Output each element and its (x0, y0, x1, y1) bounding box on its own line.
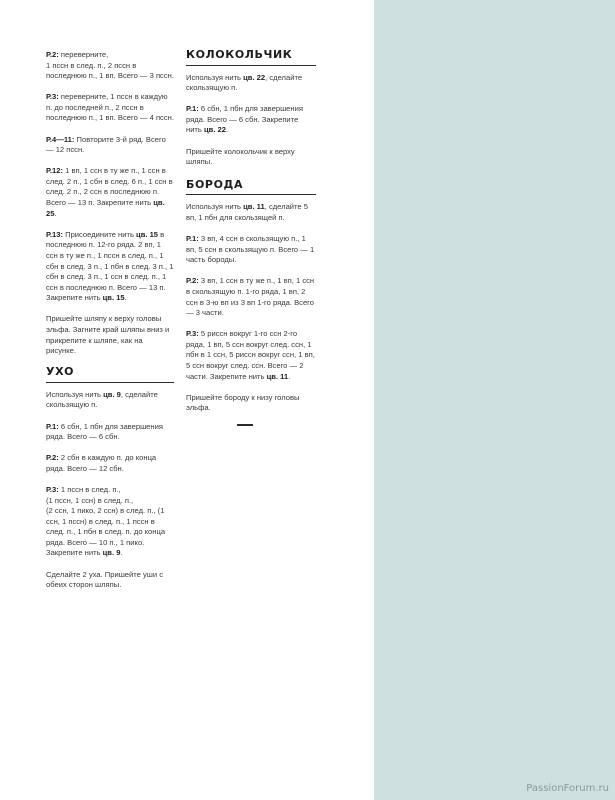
row-13-paragraph: Р.13: Присоедините нить цв. 15 в последнюю п. 12-го ряда. 2 вп, 1 ссн в ту же п., 1 пссн в след. п., 1 сбн в след. 3 п., 1 пбн в след. 3 п., 1 сбн в след. 3 п., 1 ссн в след. п., 1 ссн в последнюю п. Всего — 13 п. Закрепите нить цв. 15. (46, 229, 174, 303)
row-2-paragraph: Р.2: переверните, 1 пссн в след. п., 2 пссн в последнюю п., 1 вп. Всего — 3 пссн. (46, 50, 174, 81)
ear-intro: Используя нить цв. 9, сделайте скользящую п. (46, 389, 158, 410)
side-panel (374, 0, 615, 800)
hat-sewing-paragraph: Пришейте шляпу к верху головы эльфа. Загните край шляпы вниз и прикрепите к шляпе, как на рисунке. (46, 314, 170, 356)
right-column (186, 50, 316, 426)
row-3-paragraph: Р.3: переверните, 1 пссн в каждую п. до последней п., 2 пссн в последнюю п., 1 вп. Всего — 4 пссн. (46, 92, 174, 123)
ear-row-2: Р.2: 2 сбн в каждую п. до конца ряда. Всего — 12 сбн. (46, 453, 157, 473)
beard-row-2: Р.2: 3 вп, 1 ссн в ту же п., 1 вп, 1 ссн в скользящую п. 1-го ряда, 1 вп, 2 ссн в 3-ю вп из 3 вп 1-го ряда. Всего — 3 части. (186, 276, 315, 318)
beard-row-3: Р.3: 5 риссн вокруг 1-го ссн 2-го ряда, 1 вп, 5 ссн вокруг след. ссн, 1 пбн в 1 ссн, 5 риссн вокруг ссн, 1 вп, 5 ссн вокруг след. ссн. Всего — 2 части. Закрепите нить цв. 11. (186, 329, 315, 381)
ear-outro: Сделайте 2 уха. Пришейте уши с обеих сторон шляпы. (46, 569, 164, 590)
section-end-mark (237, 424, 253, 426)
bell-row-1: Р.1: 6 сбн, 1 пбн для завершения ряда. Всего — 6 сбн. Закрепите нить цв. 22. (186, 104, 303, 135)
bell-intro: Используя нить цв. 22, сделайте скользящую п. (186, 72, 303, 93)
ear-heading: УХО (46, 367, 174, 383)
watermark: PassionForum.ru (526, 783, 609, 794)
row-12-paragraph: Р.12: 1 вп, 1 ссн в ту же п., 1 ссн в след. 2 п., 1 сбн в след. 6 п., 1 ссн в след. 2 п., 2 ссн в последнюю п. Всего — 13 п. Закрепите нить цв. 25. (46, 166, 173, 218)
beard-heading: БОРОДА (186, 180, 316, 196)
beard-intro: Используя нить цв. 11, сделайте 5 вп, 1 пбн для скользящей п. (186, 202, 308, 222)
ear-row-3: Р.3: 1 пссн в след. п., (1 пссн, 1 ссн) в след. п., (2 ссн, 1 пико, 2 ссн) в след. п., (1 ссн, 1 пссн) в след. п., 1 пссн в след. п., 1 пбн в след. п. до конца ряда. Всего — 10 п., 1 пико. Закрепите нить цв. 9. (46, 484, 166, 558)
beard-row-1: Р.1: 3 вп, 4 ссн в скользящую п., 1 вп, 5 ссн в скользящую п. Всего — 1 часть бороды. (186, 234, 315, 265)
bell-heading: КОЛОКОЛЬЧИК (186, 50, 316, 66)
beard-outro: Пришейте бороду к низу головы эльфа. (186, 392, 300, 413)
ear-row-1: Р.1: 6 сбн, 1 пбн для завершения ряда. Всего — 6 сбн. (46, 421, 163, 442)
row-4-11-paragraph: Р.4—11: Повторите 3-й ряд. Всего — 12 пссн. (46, 134, 166, 155)
left-column (46, 50, 174, 601)
bell-outro: Пришейте колокольчик к верху шляпы. (186, 146, 295, 167)
